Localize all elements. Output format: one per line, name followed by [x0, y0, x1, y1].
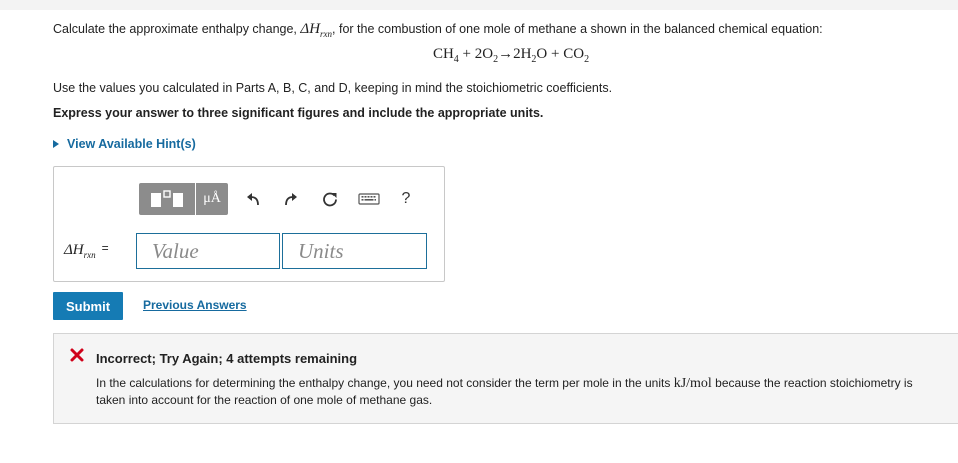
help-button[interactable]: ? [401, 190, 411, 207]
reset-icon [321, 190, 339, 208]
previous-answers-link[interactable]: Previous Answers [143, 298, 247, 312]
feedback-units-math: kJ/mol [673, 376, 712, 391]
instruction-text: Use the values you calculated in Parts A, B, C, and D, keeping in mind the stoichiometric coefficients. [53, 81, 613, 95]
submit-button[interactable]: Submit [53, 292, 123, 320]
units-symbols-button[interactable]: μÅ [196, 183, 228, 215]
eq-co2-sub: 2 [584, 54, 590, 65]
chemical-equation [0, 46, 958, 65]
eq-o2: + 2O [458, 46, 494, 62]
view-hints-link[interactable] [53, 137, 196, 151]
eq-h2: 2H [513, 46, 532, 62]
view-hints-label: View Available Hint(s) [67, 137, 196, 151]
templates-icon [147, 188, 187, 210]
units-input[interactable]: Units [282, 233, 427, 269]
answer-label-main: ΔH [64, 242, 84, 258]
incorrect-icon [69, 347, 85, 366]
answer-equals: = [101, 241, 109, 255]
express-instruction: Express your answer to three significant figures and include the appropriate units. [53, 106, 544, 120]
undo-icon [246, 191, 262, 207]
redo-icon [282, 191, 298, 207]
feedback-body-after: because the reaction stoichiometry is taken into account for the reaction of one mole of methane gas. [96, 376, 913, 407]
eq-o2-sub: 2 [493, 54, 499, 65]
enthalpy-symbol [300, 21, 332, 37]
question-text [53, 21, 823, 39]
eq-h2-sub: 2 [531, 54, 537, 65]
eq-co: O + CO [536, 46, 585, 62]
undo-button[interactable] [241, 183, 267, 215]
eq-ch-sub: 4 [453, 54, 459, 65]
question-suffix: , for the combustion of one mole of methane a shown in the balanced chemical equation: [332, 22, 823, 36]
top-bar [0, 0, 958, 10]
redo-button[interactable] [277, 183, 303, 215]
reset-button[interactable] [316, 183, 344, 215]
answer-label-sub: rxn [83, 250, 96, 260]
question-prefix: Calculate the approximate enthalpy change, [53, 22, 301, 36]
eq-arrow: → [498, 46, 514, 62]
enthalpy-symbol-sub: rxn [320, 29, 333, 39]
templates-button[interactable] [139, 183, 195, 215]
answer-label [64, 241, 109, 260]
keyboard-shortcuts-button[interactable] [354, 183, 384, 215]
enthalpy-symbol-main: ΔH [300, 21, 321, 37]
feedback-body [96, 375, 916, 408]
expand-triangle-icon [53, 140, 59, 148]
keyboard-icon [358, 192, 380, 206]
feedback-body-before: In the calculations for determining the enthalpy change, you need not consider the term per mole in the units [96, 376, 674, 390]
feedback-title: Incorrect; Try Again; 4 attempts remaining [96, 351, 358, 366]
eq-ch: CH [432, 46, 454, 62]
value-input[interactable]: Value [136, 233, 280, 269]
